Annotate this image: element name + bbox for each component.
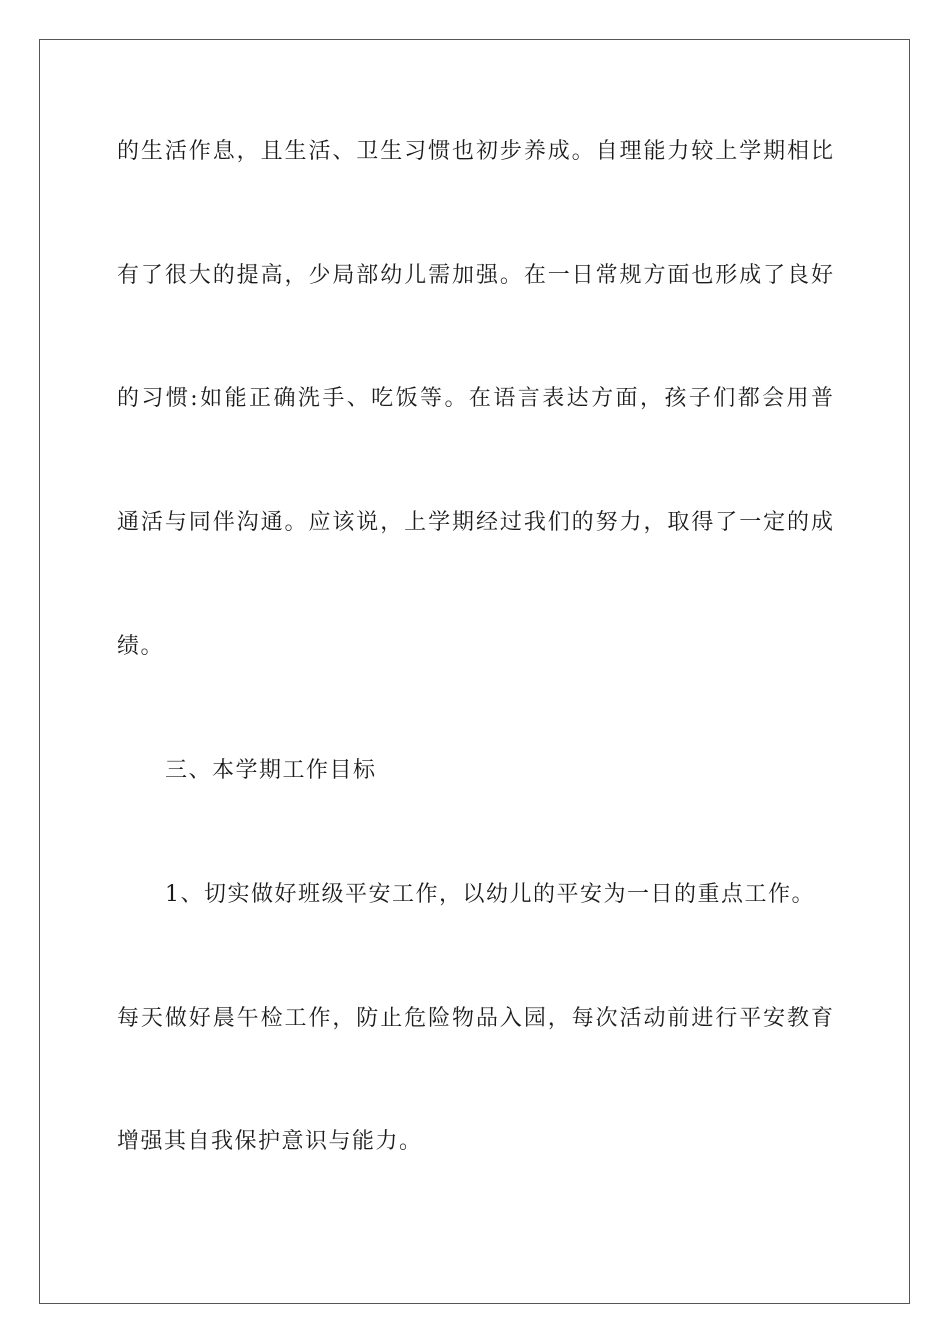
paragraph-line: 1、切实做好班级平安工作，以幼儿的平安为一日的重点工作。 <box>165 882 815 907</box>
paragraph-line: 增强其自我保护意识与能力。 <box>117 1129 423 1154</box>
paragraph-line: 每天做好晨午检工作，防止危险物品入园，每次活动前进行平安教育 <box>117 1006 833 1031</box>
paragraph-line: 有了很大的提高，少局部幼儿需加强。在一日常规方面也形成了良好 <box>117 263 833 288</box>
page-border <box>39 39 910 1304</box>
paragraph-line: 的生活作息，且生活、卫生习惯也初步养成。自理能力较上学期相比 <box>117 139 833 164</box>
section-heading: 三、本学期工作目标 <box>165 758 377 783</box>
paragraph-line: 通活与同伴沟通。应该说，上学期经过我们的努力，取得了一定的成 <box>117 510 833 535</box>
paragraph-line: 绩。 <box>117 634 165 659</box>
paragraph-line: 的习惯:如能正确洗手、吃饭等。在语言表达方面，孩子们都会用普 <box>117 386 833 411</box>
